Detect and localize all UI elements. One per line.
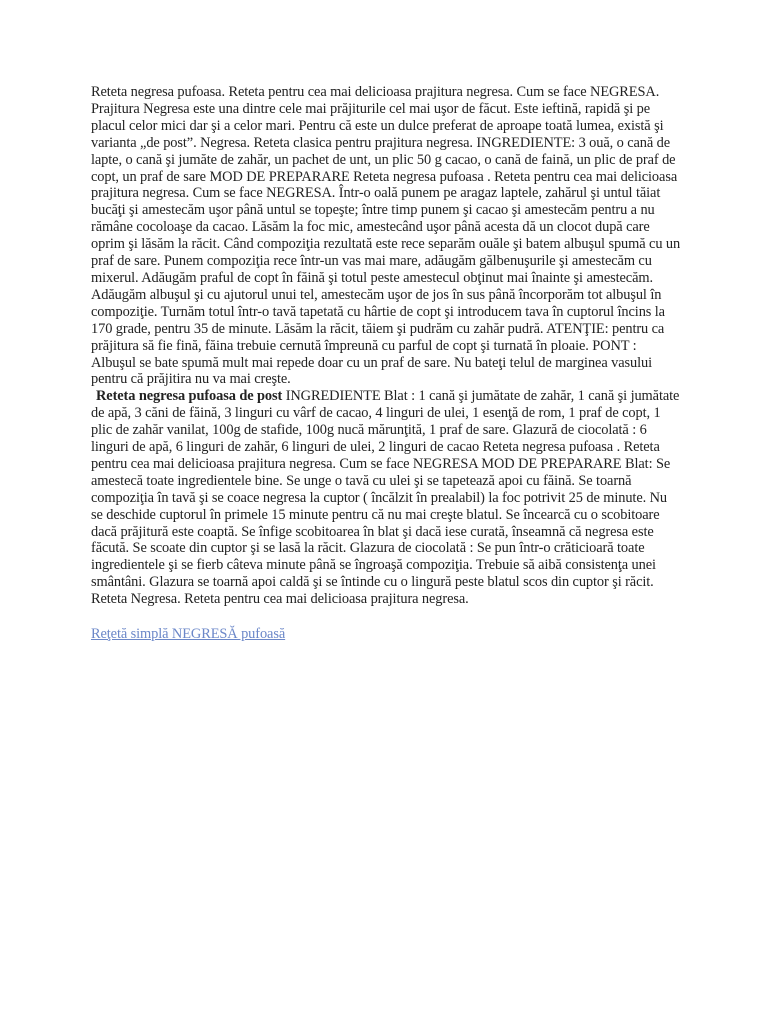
lenten-recipe-title: Reteta negresa pufoasa de post [96,388,283,405]
recipe-paragraph-lenten [91,388,681,608]
recipe-paragraph-classic: Reteta negresa pufoasa. Reteta pentru cea mai delicioasa prajitura negresa. Cum se face NEGRESA. Prajitura Negresa este una dintre cele mai prăjiturile cel mai uşor de făcut. Este ieftină, rapidă şi pe placul celor mici dar şi a celor mari. Pentru că este un dulce preferat de aproape toată lumea, există şi varianta „de post”. Negresa. Reteta clasica pentru prajitura negresa. INGREDIENTE: 3 ouă, o cană de lapte, o cană şi jumăte de zahăr, un pachet de unt, un plic 50 g cacao, o cană de faină, un plic de praf de copt, un praf de sare MOD DE PREPARARE Reteta negresa pufoasa . Reteta pentru cea mai delicioasa prajitura negresa. Cum se face NEGRESA. Într-o oală punem pe aragaz laptele, zahărul şi untul tăiat bucăţi şi amestecăm uşor până untul se topeşte; între timp punem şi cacao şi amestecăm pentru a nu rămâne cocoloaşe da cacao. Lăsăm la foc mic, amestecând uşor până acesta dă un clocot după care oprim şi lăsăm la răcit. Când compoziţia rezultată este rece separăm ouăle şi batem albuşul spumă cu un praf de sare. Punem compoziţia rece într-un vas mai mare, adăugăm gălbenuşurile şi amestecăm cu mixerul. Adăugăm praful de copt în făină şi totul peste amestecul obţinut mai înainte şi amestecăm. Adăugăm albuşul şi cu ajutorul unui tel, amestecăm uşor de jos în sus până încorporăm tot albuşul în compoziţie. Turnăm totul într-o tavă tapetată cu hârtie de copt şi introducem tava în cuptorul încins la 170 grade, pentru 35 de minute. Lăsăm la răcit, tăiem şi pudrăm cu zahăr pudră. ATENŢIE: pentru ca prăjitura să fie fină, făina trebuie cernută împreună cu parful de copt şi turnată în ploaie. PONT : Albuşul se bate spumă mult mai repede doar cu un praf de sare. Nu bateţi telul de marginea vasului pentru că prăjitira nu va mai creşte. [91,84,681,388]
document-page [91,84,681,643]
simple-recipe-link[interactable]: Reţetă simplă NEGRESĂ pufoasă [91,626,286,643]
lenten-recipe-body: INGREDIENTE Blat : 1 cană şi jumătate de zahăr, 1 cană şi jumătate de apă, 3 căni de făină, 3 linguri cu vârf de cacao, 4 linguri de ulei, 1 esenţă de rom, 1 praf de copt, 1 plic de zahăr vanilat, 100g de stafide, 100g nucă mărunţită, 1 praf de sare. Glazură de ciocolată : 6 linguri de apă, 6 linguri de zahăr, 6 linguri de ulei, 2 linguri de cacao Reteta negresa pufoasa . Reteta pentru cea mai delicioasa prajitura negresa. Cum se face NEGRESA MOD DE PREPARARE Blat: Se amestecă toate ingredientele bine. Se unge o tavă cu ulei şi se tapetează apoi cu făină. Se toarnă compoziţia în tavă şi se coace negresa la cuptor ( încălzit în prealabil) la foc potrivit 25 de minute. Nu se deschide cuptorul în primele 15 minute pentru că nu mai creşte blatul. Se încearcă cu o scobitoare dacă prăjitură este coaptă. Se înfige scobitoarea în blat şi dacă iese curată, înseamnă că negresa este făcută. Se scoate din cuptor şi se lasă la răcit. Glazura de ciocolată : Se pun într-o crăticioară toate ingredientele şi se fierb câteva minute până se îngroaşă compoziţia. Trebuie să aibă consistenţa unei smântâni. Glazura se toarnă apoi caldă şi se întinde cu o lingură peste blatul scos din cuptor şi răcit. Reteta Negresa. Reteta pentru cea mai delicioasa prajitura negresa. [91,388,680,608]
link-row [91,626,681,643]
